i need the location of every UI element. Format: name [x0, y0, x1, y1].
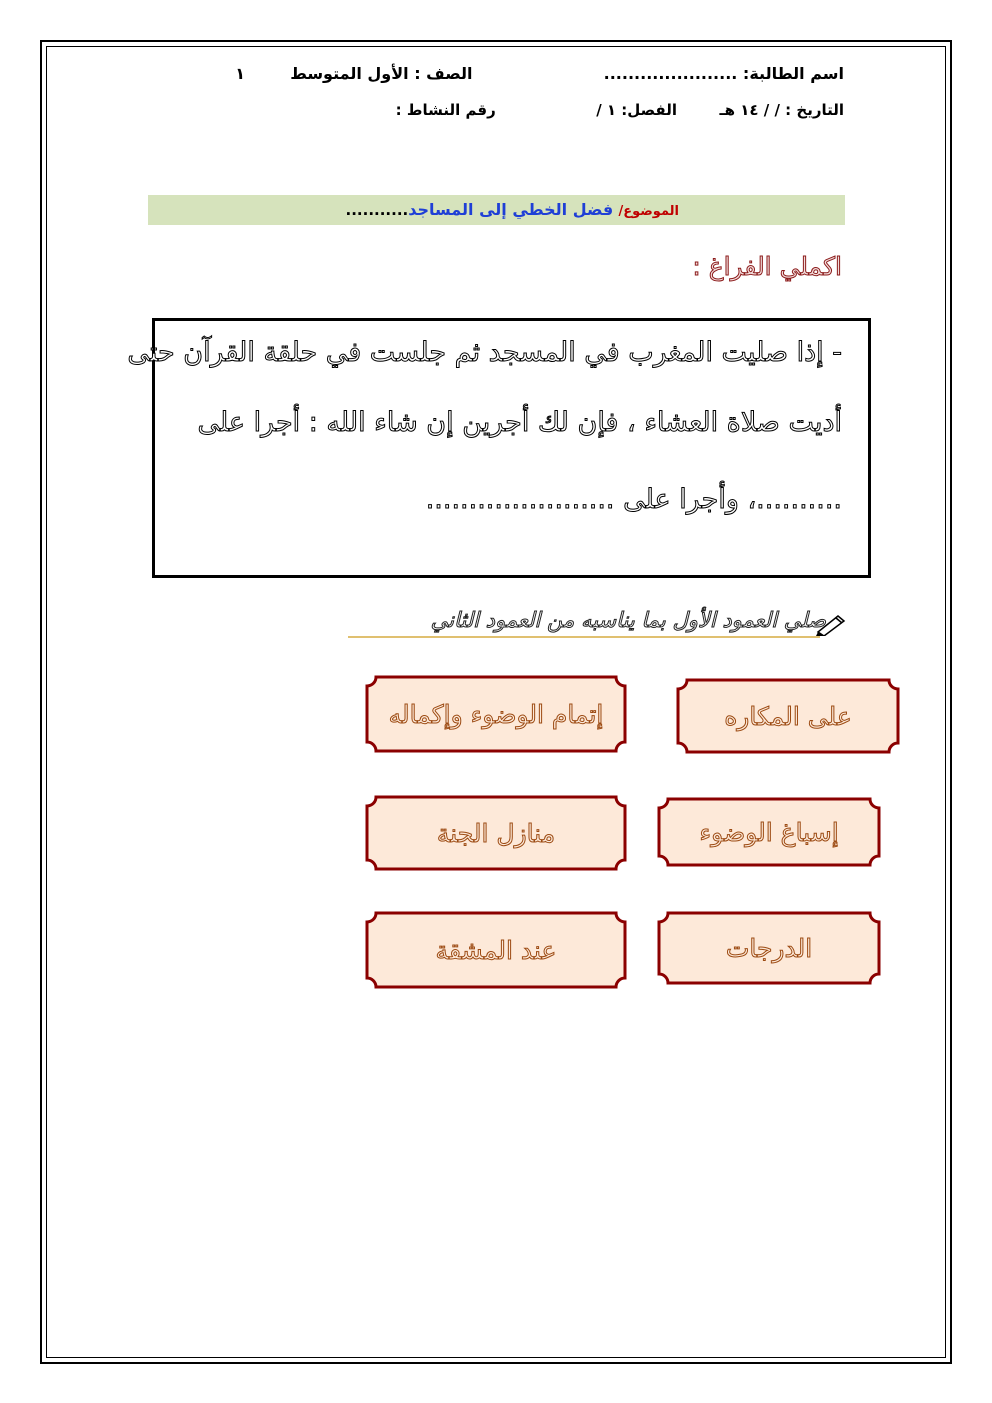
header-row-2 [396, 100, 844, 120]
match-card-col2-1[interactable] [364, 674, 628, 754]
match-card-col2-2[interactable] [364, 794, 628, 872]
match-card-col2-3[interactable] [364, 910, 628, 990]
matching-title: صلي العمود الأول بما يناسبه من العمود الثاني [430, 608, 826, 632]
student-name-field: اسم الطالبة: ...................... [603, 64, 844, 83]
match-card-text: إتمام الوضوء وإكماله [388, 699, 604, 729]
topic-text: فضل الخطي إلى المساجد [408, 200, 614, 219]
match-card-text: إسباغ الوضوء [699, 817, 839, 847]
activity-number-field: رقم النشاط : [395, 101, 496, 119]
term-field: الفصل: ١ / [596, 101, 678, 119]
grade-number: ١ [235, 64, 246, 83]
match-card-text: عند المشقة [435, 935, 557, 965]
match-card-col1-2[interactable] [656, 796, 882, 868]
grade-label: الصف : الأول المتوسط [290, 64, 473, 83]
topic-bar [148, 195, 845, 225]
matching-title-underline [348, 636, 820, 638]
match-card-text: منازل الجنة [436, 818, 556, 848]
date-field: التاريخ : / / ١٤ هـ [719, 101, 844, 119]
fill-blank-line: ..........، وأجرا على ...................... [425, 484, 842, 515]
match-card-text: الدرجات [725, 933, 813, 963]
topic-label: الموضوع/ [618, 204, 679, 219]
match-card-col1-3[interactable] [656, 910, 882, 986]
header-row-1 [235, 64, 844, 84]
match-card-text: على المكاره [724, 701, 852, 731]
fill-blank-title: اكملي الفراغ : [692, 252, 842, 281]
topic-dots: ........... [345, 201, 409, 219]
fill-blank-line: - إذا صليت المغرب في المسجد ثم جلست في حلقة القرآن حتى [127, 337, 842, 368]
fill-blank-line: أديت صلاة العشاء ، فإن لك أجرين إن شاء الله : أجرا على [197, 407, 842, 438]
fill-blank-box [127, 318, 871, 578]
match-card-col1-1[interactable] [675, 677, 901, 755]
